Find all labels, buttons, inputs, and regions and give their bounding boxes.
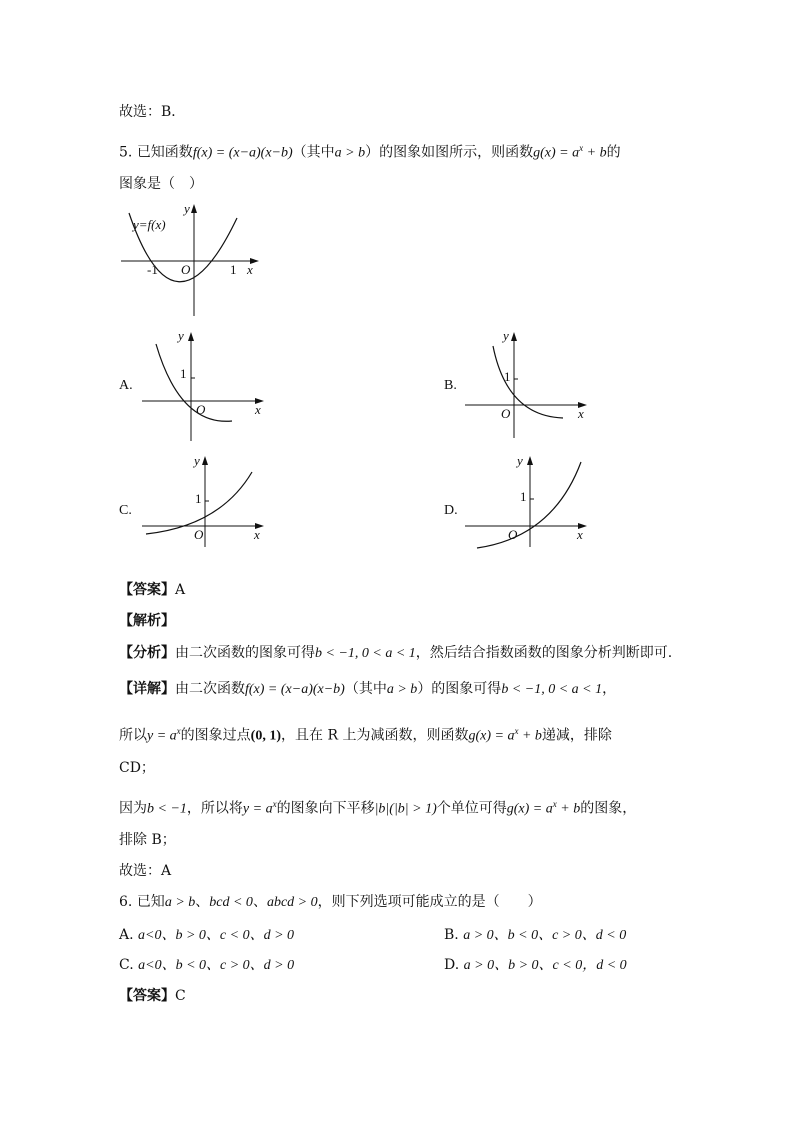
q5-xiangjie-line1 [119,679,616,700]
xj2-b: 的图象过点 [180,727,251,744]
y-label: y [178,328,184,343]
tick-neg-one: -1 [147,262,158,277]
fenxi-math: b < −1, 0 < a < 1 [315,646,416,661]
q5-gx-sup: x [579,143,584,153]
q6-option-a-text: a<0、b > 0、c < 0、d > 0 [138,928,295,943]
q5-cond: （其中 [292,144,335,161]
xj1-d: ， [602,681,617,697]
option-b-letter[interactable]: B. [444,378,457,393]
q6-option-b-text: a > 0、b < 0、c > 0、d < 0 [463,928,627,943]
origin-label: O [194,527,204,542]
q5-fenxi [119,643,672,664]
origin-label: O [508,527,518,542]
xj4-math2: y = a [242,801,273,817]
q6-option-d-letter: D. [444,957,460,973]
option-c-graph[interactable] [140,452,270,550]
q5-main-figure [115,198,265,320]
xj4-sup: x [272,799,277,809]
origin-label: O [196,402,206,417]
xj4-math3: |b|(|b| > 1) [374,801,437,817]
option-b-graph[interactable] [463,326,593,444]
xj4-math: b < −1 [147,801,187,817]
q5-stem-mid: ）的图象如图所示，则函数 [365,144,534,161]
q6-stem-b: ，则下列选项可能成立的是（ ） [317,894,542,910]
xj1-a: 由二次函数 [175,681,245,697]
tick-pos-one: 1 [230,262,237,277]
option-a-letter[interactable]: A. [119,378,133,393]
q5-xiangjie-line2 [119,721,612,747]
xj1-c: ）的图象可得 [417,681,502,697]
q5-cond-math: a > b [334,145,366,161]
xj2-a: 所以 [119,727,147,744]
y-label: y [194,453,200,468]
q5-xiangjie-line5: 排除 B； [119,832,176,848]
one-label: 1 [504,369,511,384]
xj4-e: 的图象， [580,800,637,817]
xj2-math2: g(x) = a [468,728,515,744]
q6-cond2: bcd < 0 [209,895,253,910]
curve [156,344,232,421]
q6-option-c[interactable] [119,955,294,976]
option-d-graph[interactable] [463,452,593,550]
q6-option-c-letter: C. [119,957,134,973]
one-label: 1 [195,491,202,506]
answer-tag: 【答案】 [119,582,175,598]
xj2-math: y = a [147,728,177,744]
q6-option-c-text: a<0、b < 0、c > 0、d > 0 [138,958,295,973]
q5-stem-prefix: 已知函数 [136,144,193,161]
curve-label: y=f(x) [133,217,166,232]
x-label: x [578,406,584,421]
fenxi-text-a: 由二次函数的图象可得 [175,645,315,661]
y-axis-arrow [511,332,517,341]
one-label: 1 [520,489,527,504]
q6-sep1: 、 [195,894,210,910]
fenxi-text-b: ，然后结合指数函数的图象分析判断即可. [415,645,673,661]
xj2-point: (0, 1) [250,728,281,744]
answer-value: A [175,582,186,598]
q6-option-a-letter: A. [119,927,134,943]
xj2-c: ，且在 R 上为减函数，则函数 [281,727,469,744]
q6-stem-a: 已知 [136,894,165,910]
q5-answer [119,580,185,600]
xj4-d: 个单位可得 [436,800,507,817]
q5-xiangjie-line3: CD； [119,760,155,776]
q5-stem [119,138,621,164]
x-label: x [577,527,583,542]
option-d-letter[interactable]: D. [444,503,458,518]
origin-label: O [501,406,511,421]
q5-xiangjie-line4 [119,794,636,820]
curve [477,462,581,548]
q6-option-b[interactable] [444,925,626,946]
analysis-tag: 【解析】 [119,613,175,629]
q6-option-a[interactable] [119,925,294,946]
y-label: y [503,328,509,343]
y-label: y [184,201,190,216]
q5-stem-line2: 图象是（ ） [119,176,203,192]
y-axis-arrow [191,204,197,213]
xj4-math4: g(x) = a [506,801,553,817]
xiangjie-tag: 【详解】 [119,681,175,697]
q6-cond3: abcd > 0 [266,895,318,910]
x-label: x [254,527,260,542]
x-label: x [255,402,261,417]
q6-stem [119,892,542,913]
xj4-tail: + b [556,801,581,817]
xj1-math2: b < −1, 0 < a < 1 [501,682,603,697]
xj2-d: 递减，排除 [541,727,612,744]
xj4-a: 因为 [119,800,147,817]
q5-fx: f(x) = (x−a)(x−b) [192,145,293,161]
q6-option-d-text: a > 0、b > 0、c < 0，d < 0 [463,958,627,973]
xj4-c: 的图象向下平移 [276,800,375,817]
one-label: 1 [180,366,187,381]
y-axis-arrow [527,456,533,465]
xj1-math: f(x) = (x−a)(x−b) [245,682,345,697]
q6-answer-tag: 【答案】 [119,988,175,1004]
xj2-tail: + b [518,728,542,744]
q6-answer-value: C [175,988,186,1004]
prev-answer: 故选：B． [119,104,186,120]
q6-answer [119,986,186,1006]
xj2-sup: x [176,726,181,736]
xj1-b: （其中 [344,681,387,697]
q5-number: 5. [119,144,133,161]
y-label: y [517,453,523,468]
xj4-sup2: x [552,799,557,809]
q6-option-b-letter: B. [444,927,459,943]
q6-option-d[interactable] [444,955,627,976]
y-axis-arrow [188,332,194,341]
q6-number: 6. [119,894,133,910]
q5-gx-tail: + b [583,145,607,161]
q6-cond1: a > b [164,895,196,910]
q5-final: 故选：A [119,863,172,879]
xj1-cond: a > b [386,682,418,697]
xj2-sup2: x [514,726,519,736]
origin-label: O [181,262,191,277]
y-axis-arrow [202,456,208,465]
q5-gx: g(x) = a [533,145,580,161]
x-label: x [247,262,253,277]
option-a-graph[interactable] [140,326,270,444]
q6-sep2: 、 [252,894,267,910]
xj4-b: ，所以将 [186,800,243,817]
q5-stem-end: 的 [606,144,621,161]
fenxi-tag: 【分析】 [119,645,175,661]
option-c-letter[interactable]: C. [119,503,132,518]
